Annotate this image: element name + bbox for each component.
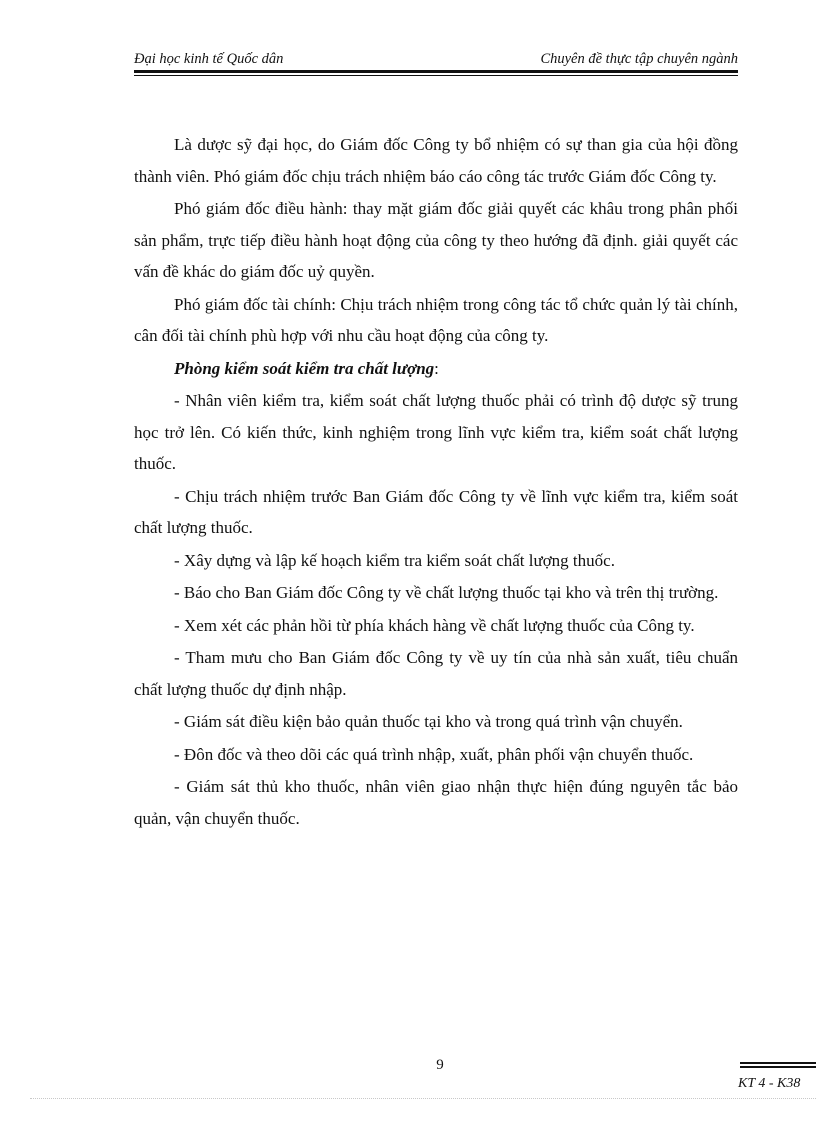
header-university: Đại học kinh tế Quốc dân (134, 51, 284, 67)
header-divider (134, 70, 738, 73)
list-item: - Xây dựng và lập kế hoạch kiểm tra kiểm soát chất lượng thuốc. (174, 550, 615, 570)
list-item: - Tham mưu cho Ban Giám đốc Công ty về uy tín của nhà sản xuất, tiêu chuẩn chất lượng thuốc dự định nhập. (134, 648, 738, 699)
list-item: - Giám sát thủ kho thuốc, nhân viên giao nhận thực hiện đúng nguyên tắc bảo quản, vận chuyển thuốc. (134, 777, 738, 828)
header-report-title: Chuyên đề thực tập chuyên ngành (540, 51, 738, 67)
list-item: - Đôn đốc và theo dõi các quá trình nhập, xuất, phân phối vận chuyển thuốc. (174, 744, 694, 764)
list-item: - Xem xét các phản hồi từ phía khách hàng về chất lượng thuốc của Công ty. (174, 615, 695, 635)
page-bottom-border (30, 1098, 816, 1099)
footer-rule-top (740, 1062, 816, 1064)
paragraph-executive-deputy: Phó giám đốc điều hành: thay mặt giám đốc giải quyết các khâu trong phân phối sản phẩm, trực tiếp điều hành hoạt động của công ty theo hướng đã định. giải quyết các vấn đề khác do giám đốc uỷ quyền. (134, 199, 738, 281)
footer-class-code: KT 4 - K38 (738, 1076, 801, 1091)
list-item: - Nhân viên kiểm tra, kiểm soát chất lượng thuốc phải có trình độ dược sỹ trung học trở lên. Có kiến thức, kinh nghiệm trong lĩnh vực kiểm tra, kiểm soát chất lượng thuốc. (134, 391, 738, 473)
page-number: 9 (436, 1057, 444, 1073)
list-item: - Giám sát điều kiện bảo quản thuốc tại kho và trong quá trình vận chuyển. (174, 712, 683, 731)
page-header (134, 50, 738, 70)
section-heading-text: Phòng kiểm soát kiểm tra chất lượng (174, 358, 435, 378)
header-divider-thin (134, 75, 738, 76)
paragraph-deputy-director: Là dược sỹ đại học, do Giám đốc Công ty bổ nhiệm có sự than gia của hội đồng thành viên. Phó giám đốc chịu trách nhiệm báo cáo công tác trước Giám đốc Công ty. (134, 135, 738, 186)
list-item: - Báo cho Ban Giám đốc Công ty về chất lượng thuốc tại kho và trên thị trường. (174, 583, 719, 602)
section-heading-quality-control (134, 353, 738, 385)
paragraph-finance-deputy: Phó giám đốc tài chính: Chịu trách nhiệm trong công tác tổ chức quản lý tài chính, cân đối tài chính phù hợp với nhu cầu hoạt động của công ty. (134, 294, 738, 345)
page-body (134, 129, 738, 834)
footer-rule-bottom (740, 1066, 816, 1068)
footer-divider (740, 1062, 816, 1068)
section-heading-colon: : (434, 358, 439, 378)
list-item: - Chịu trách nhiệm trước Ban Giám đốc Công ty về lĩnh vực kiểm tra, kiểm soát chất lượng thuốc. (134, 486, 738, 537)
